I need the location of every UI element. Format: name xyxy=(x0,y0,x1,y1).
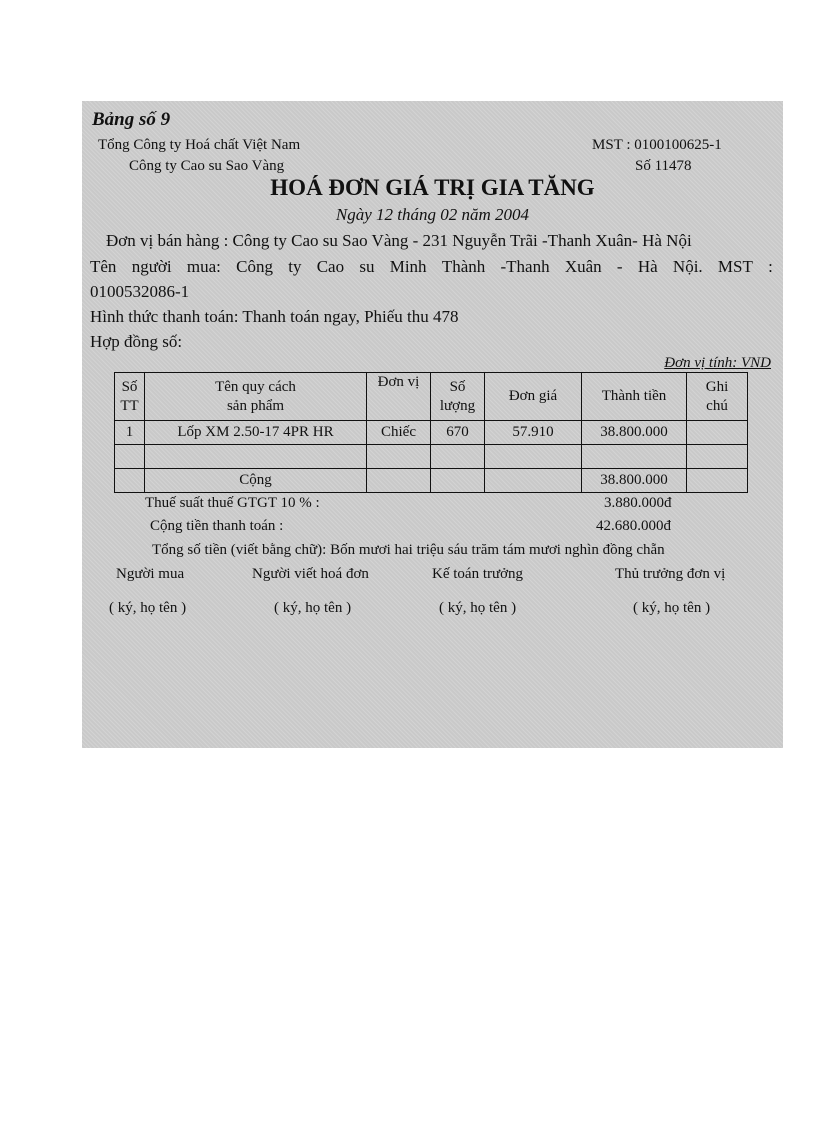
header-note: Ghi chú xyxy=(687,373,748,421)
header-unit: Đơn vị xyxy=(367,373,431,421)
table-row xyxy=(115,421,748,445)
buyer-word: -Thanh xyxy=(500,257,550,276)
company-name: Công ty Cao su Sao Vàng xyxy=(129,158,285,174)
invoice-date: Ngày 12 tháng 02 năm 2004 xyxy=(335,205,530,224)
header-name: Tên quy cách sản phẩm xyxy=(145,373,367,421)
table-row-empty xyxy=(115,445,748,469)
buyer-word: su xyxy=(359,257,375,276)
header-stt: Số TT xyxy=(115,373,145,421)
signature-buyer: Người mua xyxy=(116,566,185,582)
buyer-word: Xuân xyxy=(564,257,602,276)
buyer-word: mua: xyxy=(186,257,221,276)
buyer-word: Thành xyxy=(441,257,486,276)
buyer-word: : xyxy=(768,257,773,276)
total-payment-amount: 42.680.000đ xyxy=(596,518,671,534)
cell-stt: 1 xyxy=(115,421,145,445)
buyer-word: Nội. xyxy=(672,257,703,276)
cell-unit: Chiếc xyxy=(367,421,431,445)
buyer-word: ty xyxy=(288,257,302,276)
buyer-word: MST xyxy=(717,257,753,276)
tax-code: MST : 0100100625-1 xyxy=(592,137,722,153)
sign-note-writer: ( ký, họ tên ) xyxy=(274,600,352,616)
buyer-word: Cao xyxy=(316,257,345,276)
contract-number: Hợp đồng số: xyxy=(90,332,183,351)
header-price: Đơn giá xyxy=(485,373,582,421)
signature-head: Thủ trưởng đơn vị xyxy=(615,566,726,582)
total-amount: 38.800.000 xyxy=(582,469,687,493)
table-label: Bảng số 9 xyxy=(92,109,171,130)
sign-note-buyer: ( ký, họ tên ) xyxy=(109,600,187,616)
buyer-line xyxy=(90,257,773,277)
invoice-number: Số 11478 xyxy=(635,158,692,174)
parent-company: Tổng Công ty Hoá chất Việt Nam xyxy=(98,137,301,153)
buyer-word: Hà xyxy=(637,257,658,276)
sign-note-head: ( ký, họ tên ) xyxy=(633,600,711,616)
total-payment-label: Cộng tiền thanh toán : xyxy=(150,518,284,534)
invoice-panel xyxy=(82,101,783,748)
amount-in-words: Tổng số tiền (viết bằng chữ): Bốn mươi hai triệu sáu trăm tám mươi nghìn đồng chẵn xyxy=(152,542,665,558)
buyer-word: người xyxy=(131,257,172,276)
buyer-word: - xyxy=(616,257,623,276)
buyer-tax-code: 0100532086-1 xyxy=(90,282,190,301)
cell-name: Lốp XM 2.50-17 4PR HR xyxy=(145,421,367,445)
buyer-word: Minh xyxy=(389,257,427,276)
table-total-row xyxy=(115,469,748,493)
vat-amount: 3.880.000đ xyxy=(604,495,672,511)
vat-label: Thuế suất thuế GTGT 10 % : xyxy=(145,495,320,511)
cell-price: 57.910 xyxy=(485,421,582,445)
payment-method: Hình thức thanh toán: Thanh toán ngay, Phiếu thu 478 xyxy=(90,307,459,326)
seller-line: Đơn vị bán hàng : Công ty Cao su Sao Vàng - 231 Nguyễn Trãi -Thanh Xuân- Hà Nội xyxy=(106,231,692,250)
items-table xyxy=(114,372,748,493)
buyer-word: Tên xyxy=(90,257,117,276)
signature-accountant: Kế toán trưởng xyxy=(432,566,524,582)
cell-qty: 670 xyxy=(431,421,485,445)
cell-note xyxy=(687,421,748,445)
total-label: Cộng xyxy=(145,469,367,493)
invoice-title: HOÁ ĐƠN GIÁ TRỊ GIA TĂNG xyxy=(270,175,595,200)
signature-writer: Người viết hoá đơn xyxy=(252,566,369,582)
unit-note: Đơn vị tính: VND xyxy=(664,355,771,371)
header-qty: Số lượng xyxy=(431,373,485,421)
sign-note-accountant: ( ký, họ tên ) xyxy=(439,600,517,616)
header-amount: Thành tiền xyxy=(582,373,687,421)
cell-amount: 38.800.000 xyxy=(582,421,687,445)
buyer-word: Công xyxy=(236,257,273,276)
table-header-row xyxy=(115,373,748,421)
